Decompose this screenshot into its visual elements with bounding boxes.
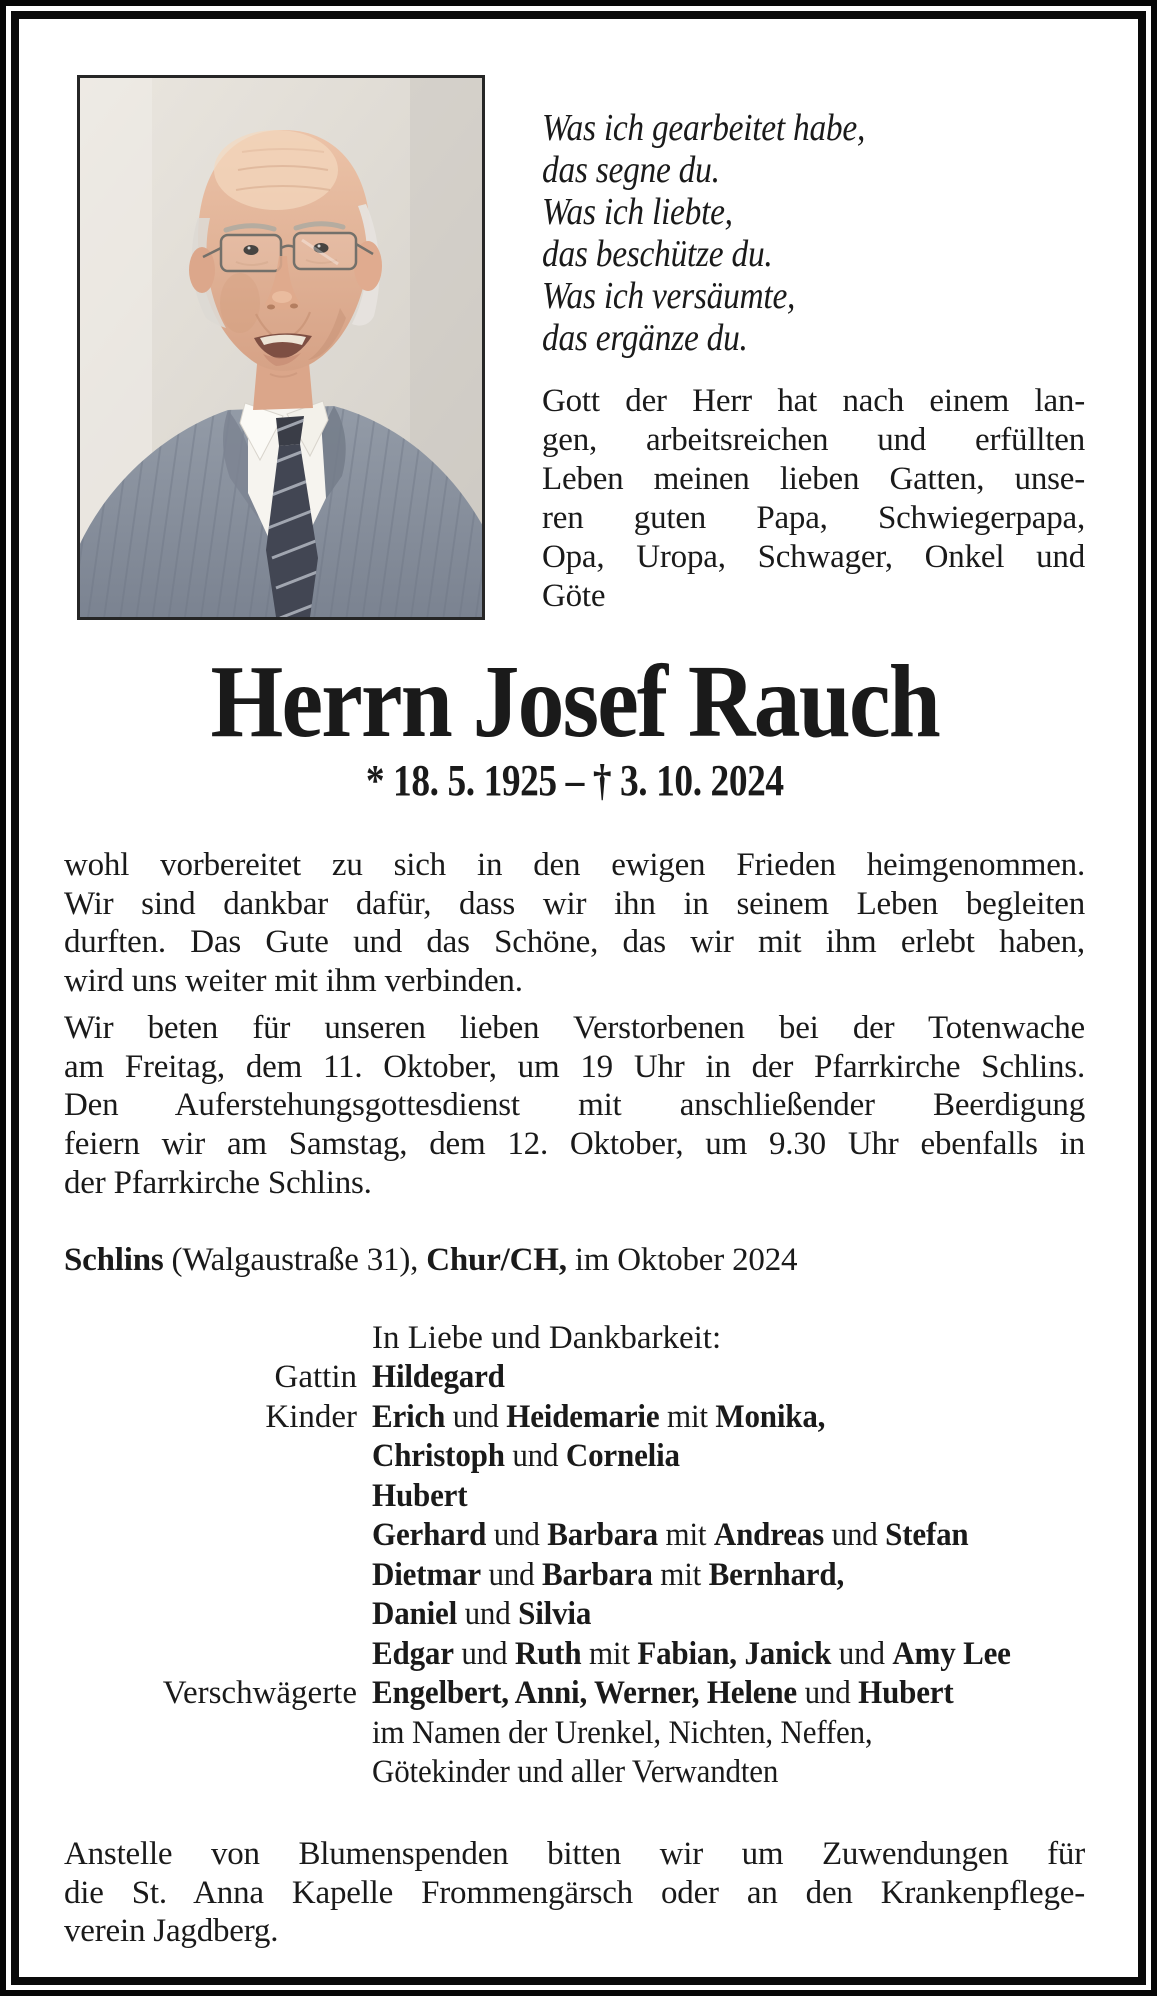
text-line: das ergänze du. xyxy=(542,317,748,359)
text-line: durften. Das Gute und das Schöne, das wir mit ihm erlebt haben, xyxy=(64,924,1085,961)
family-role xyxy=(64,1477,357,1517)
family-names xyxy=(372,1595,605,1635)
family-names xyxy=(372,1753,804,1793)
family-row xyxy=(64,1714,1085,1754)
family-names-text xyxy=(372,1674,954,1714)
text-run: mit xyxy=(581,1635,638,1672)
text-run: im Oktober 2024 xyxy=(566,1242,798,1279)
family-names-text xyxy=(372,1595,591,1635)
family-role: Kinder xyxy=(265,1398,357,1435)
family-names-text xyxy=(372,1398,825,1438)
name-bold: Engelbert, Anni, Werner, Helene xyxy=(372,1675,798,1712)
family-row xyxy=(64,1556,1085,1596)
place-date-line xyxy=(64,1240,1085,1280)
paragraph-farewell xyxy=(64,846,1085,1001)
name-bold: Edgar xyxy=(372,1635,454,1672)
text-line: Opa, Uropa, Schwager, Onkel und xyxy=(542,539,1085,575)
family-row xyxy=(64,1358,1085,1398)
text-line: Gott der Herr hat nach einem lan- xyxy=(542,383,1085,419)
text-line: wohl vorbereitet zu sich in den ewigen Frieden heimgenommen. xyxy=(64,847,1085,883)
closing-heading: In Liebe und Dankbarkeit: xyxy=(372,1320,722,1357)
text-run: und xyxy=(504,1438,566,1475)
name-bold: Monika, xyxy=(715,1398,826,1435)
family-names xyxy=(372,1358,513,1398)
family-names-text xyxy=(372,1635,1011,1675)
name-bold: Dietmar xyxy=(372,1556,481,1593)
family-role xyxy=(64,1595,357,1635)
name-bold: Christoph xyxy=(372,1438,505,1475)
text-line: wird uns weiter mit ihm verbinden. xyxy=(64,963,523,1000)
text-line: Was ich liebte, xyxy=(542,191,733,233)
text-line: verein Jagdberg. xyxy=(64,1913,279,1950)
name-bold: Stefan xyxy=(885,1517,969,1554)
name-bold: Andreas xyxy=(713,1517,825,1554)
name-bold: Hubert xyxy=(372,1477,468,1514)
family-row xyxy=(64,1437,1085,1477)
text-run: mit xyxy=(659,1398,716,1435)
text-line: Leben meinen lieben Gatten, unse- xyxy=(542,461,1085,497)
text-run: und xyxy=(480,1556,543,1593)
text-line: Den Auferstehungsgottesdienst mit anschließender Beerdigung xyxy=(64,1087,1085,1124)
text-line: Wir beten für unseren lieben Verstorbenen bei der Totenwache xyxy=(64,1009,1085,1046)
right-column xyxy=(542,75,1085,620)
text-run: und xyxy=(445,1398,507,1435)
ear-right xyxy=(354,241,382,291)
family-role xyxy=(64,1635,357,1675)
text-line: das beschütze du. xyxy=(542,233,773,275)
family-names-text xyxy=(372,1714,872,1754)
text-line: ren guten Papa, Schwiegerpapa, xyxy=(542,500,1085,536)
name-bold: Gerhard xyxy=(372,1517,487,1554)
name-bold: Barbara xyxy=(542,1556,653,1593)
text-line: am Freitag, dem 11. Oktober, um 19 Uhr in der Pfarrkirche Schlins. xyxy=(64,1048,1085,1085)
inner-frame xyxy=(11,11,1146,1985)
family-role xyxy=(64,1516,357,1556)
card-content xyxy=(19,19,1138,1977)
text-run: im Namen der Urenkel, Nichten, Neffen, xyxy=(372,1714,873,1751)
family-role: Verschwägerte xyxy=(162,1675,357,1712)
family-names xyxy=(372,1437,699,1477)
text-line: Wir sind dankbar dafür, dass wir ihn in seinem Leben begleiten xyxy=(64,885,1085,922)
text-run: und xyxy=(486,1517,548,1554)
family-row xyxy=(64,1477,1085,1517)
family-row xyxy=(64,1516,1085,1556)
name-bold: Daniel xyxy=(372,1596,458,1633)
family-row xyxy=(64,1753,1085,1793)
text-line: Was ich gearbeitet habe, xyxy=(542,107,866,149)
name-bold: Silvia xyxy=(518,1596,592,1633)
text-line: Göte xyxy=(542,578,606,614)
family-row xyxy=(64,1595,1085,1635)
family-role: Gattin xyxy=(274,1359,357,1396)
text-run: und xyxy=(824,1517,886,1554)
text-run: und xyxy=(457,1596,519,1633)
text-run: Götekinder und aller Verwandten xyxy=(372,1754,779,1791)
family-names-text xyxy=(372,1477,467,1517)
body-text xyxy=(64,846,1085,1202)
family-names xyxy=(372,1674,991,1714)
family-names xyxy=(372,1477,473,1517)
name-bold: Schlins xyxy=(64,1242,164,1279)
text-run: und xyxy=(831,1635,893,1672)
deceased-name: Herrn Josef Rauch xyxy=(210,644,939,759)
paragraph-services xyxy=(64,1009,1085,1203)
family-role xyxy=(64,1437,357,1477)
family-role xyxy=(64,1753,357,1793)
text-line: die St. Anna Kapelle Frommengärsch oder an den Krankenpflege- xyxy=(64,1874,1085,1911)
family-list xyxy=(64,1358,1085,1793)
text-line: gen, arbeitsreichen und erfüllten xyxy=(542,422,1085,458)
birth-death-dates: * 18. 5. 1925 – † 3. 10. 2024 xyxy=(365,756,784,805)
text-line: Anstelle von Blumenspenden bitten wir um Zuwendungen für xyxy=(64,1835,1085,1872)
family-row xyxy=(64,1674,1085,1714)
text-line: der Pfarrkirche Schlins. xyxy=(64,1164,372,1201)
text-line: Was ich versäumte, xyxy=(542,275,796,317)
family-names xyxy=(372,1556,874,1596)
text-line: feiern wir am Samstag, dem 12. Oktober, um 9.30 Uhr ebenfalls in xyxy=(64,1125,1085,1162)
family-names-text xyxy=(372,1556,844,1596)
family-names-text xyxy=(372,1437,680,1477)
text-line: das segne du. xyxy=(542,149,720,191)
donation-paragraph xyxy=(64,1835,1085,1951)
name-bold: Chur/CH, xyxy=(426,1242,567,1279)
portrait-illustration xyxy=(80,78,482,617)
text-run: (Walgaustraße 31), xyxy=(163,1242,427,1279)
name-bold: Heidemarie xyxy=(506,1398,660,1435)
name-bold: Barbara xyxy=(547,1517,658,1554)
family-row xyxy=(64,1635,1085,1675)
text-run: mit xyxy=(657,1517,714,1554)
name-bold: Ruth xyxy=(514,1635,582,1672)
top-section xyxy=(77,75,1085,620)
memorial-poem xyxy=(542,107,1020,359)
name-bold: Amy Lee xyxy=(892,1635,1011,1672)
family-names xyxy=(372,1398,854,1438)
portrait-photo xyxy=(77,75,485,620)
family-names-text xyxy=(372,1753,778,1793)
name-bold: Hubert xyxy=(858,1675,954,1712)
family-role xyxy=(64,1556,357,1596)
family-role xyxy=(64,1714,357,1754)
name-bold: Bernhard, xyxy=(708,1556,845,1593)
name-bold: Erich xyxy=(372,1398,446,1435)
family-names xyxy=(372,1516,1007,1556)
intro-paragraph xyxy=(542,382,1085,616)
name-bold: Hildegard xyxy=(372,1359,505,1396)
name-bold: Cornelia xyxy=(565,1438,680,1475)
family-row xyxy=(64,1398,1085,1438)
family-names xyxy=(372,1714,904,1754)
text-run: mit xyxy=(652,1556,709,1593)
text-run: und xyxy=(797,1675,859,1712)
family-names-text xyxy=(372,1516,968,1556)
name-bold: Fabian, Janick xyxy=(637,1635,832,1672)
family-names-text xyxy=(372,1358,505,1398)
text-run: und xyxy=(453,1635,515,1672)
family-names xyxy=(372,1635,1052,1675)
